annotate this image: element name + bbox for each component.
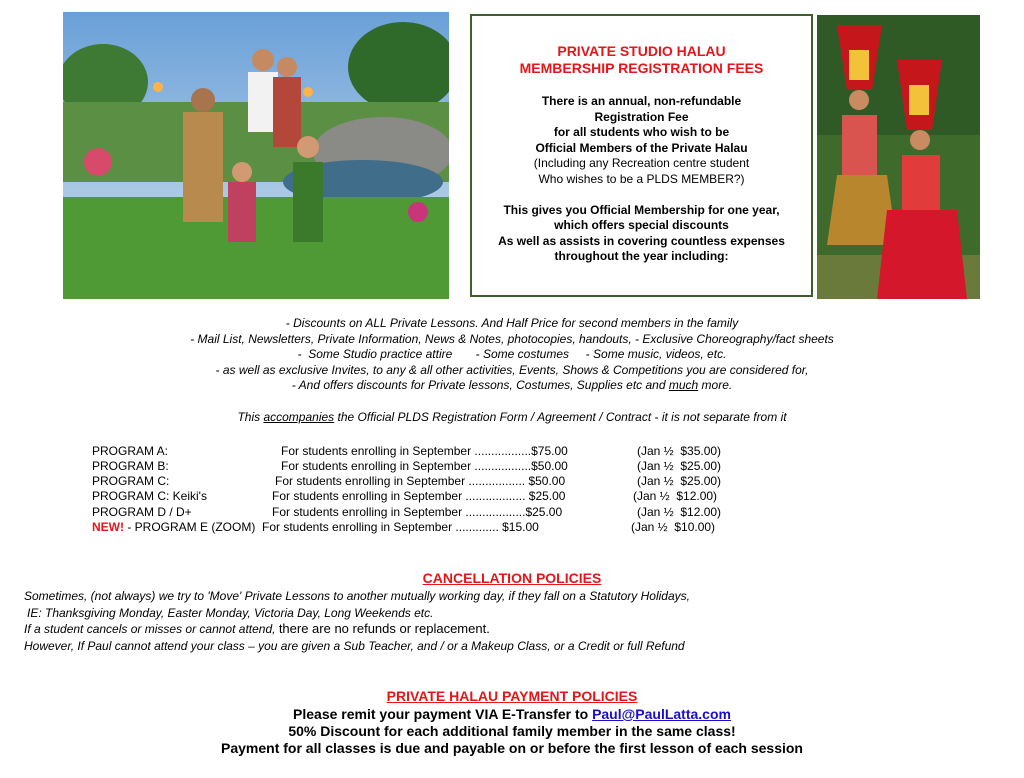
membership-fee-box <box>470 14 813 297</box>
program-name: PROGRAM C: <box>92 474 170 488</box>
dancers-photo <box>817 15 980 299</box>
benefit-line: - Some Studio practice attire - Some costumes - Some music, videos, etc. <box>297 347 727 361</box>
fee-text: which offers special discounts <box>554 218 729 233</box>
cancellation-text <box>24 588 924 654</box>
fee-text: Registration Fee <box>594 109 689 124</box>
note-underlined: accompanies <box>263 410 335 424</box>
fee-paragraph-1 <box>472 94 811 188</box>
cancel-line: Sometimes, (not always) we try to 'Move' Private Lessons to another mutually working day, if they fall on a Statutory Holidays, <box>24 589 690 603</box>
benefit-underlined: much <box>668 378 699 392</box>
payment-line: 50% Discount for each additional family member in the same class! <box>288 723 736 739</box>
fee-text: throughout the year including: <box>554 249 729 264</box>
fee-text: This gives you Official Membership for one year, <box>503 202 780 217</box>
fee-title-line1: PRIVATE STUDIO HALAU <box>557 43 726 59</box>
program-desc: For students enrolling in September ................. $50.00 <box>275 474 566 488</box>
note-text: This <box>237 410 264 424</box>
program-desc: For students enrolling in September ..................$25.00 <box>272 505 563 519</box>
program-jan: (Jan ½ $25.00) <box>637 459 722 473</box>
benefit-text: - And offers discounts for Private lessons, Costumes, Supplies etc and <box>291 378 669 392</box>
family-photo <box>63 12 449 299</box>
benefit-text: more. <box>698 378 733 392</box>
program-desc: For students enrolling in September .................. $25.00 <box>272 489 566 503</box>
fee-text: There is an annual, non-refundable <box>541 94 742 108</box>
program-name: PROGRAM B: <box>92 459 169 473</box>
payment-text <box>0 706 1024 757</box>
payment-line <box>0 706 1024 723</box>
accompanies-note <box>0 410 1024 424</box>
program-name: PROGRAM C: Keiki's <box>92 489 207 503</box>
fee-text: As well as assists in covering countless expenses <box>498 233 785 248</box>
program-jan: (Jan ½ $10.00) <box>631 520 716 534</box>
cancel-line: However, If Paul cannot attend your class – you are given a Sub Teacher, and / or a Makeup Class, or a Credit or full Refund <box>24 638 685 653</box>
program-name: PROGRAM D / D+ <box>92 505 192 519</box>
benefit-line: - as well as exclusive Invites, to any & all other activities, Events, Shows & Competitions you are considered for, <box>215 362 809 377</box>
benefit-line <box>0 378 1024 394</box>
program-jan: (Jan ½ $25.00) <box>637 474 722 488</box>
program-jan: (Jan ½ $12.00) <box>637 505 722 519</box>
fee-text: Who wishes to be a PLDS MEMBER?) <box>538 171 745 186</box>
program-jan: (Jan ½ $12.00) <box>633 489 718 503</box>
fee-title-line2: MEMBERSHIP REGISTRATION FEES <box>519 60 764 76</box>
payment-line: Payment for all classes is due and payable on or before the first lesson of each session <box>221 740 803 756</box>
payment-text-part: Please remit your payment VIA E-Transfer to <box>293 706 593 722</box>
fee-paragraph-2 <box>472 203 811 265</box>
fee-text: Official Members of the Private Halau <box>535 140 748 155</box>
payment-title: PRIVATE HALAU PAYMENT POLICIES <box>386 688 638 704</box>
program-desc: For students enrolling in September .................$75.00 <box>281 444 568 458</box>
cancellation-title: CANCELLATION POLICIES <box>422 570 602 586</box>
program-name: - PROGRAM E (ZOOM) For students enrolling in September ............. $15.00 <box>124 520 539 534</box>
fee-text: (Including any Recreation centre student <box>533 156 750 171</box>
email-link[interactable]: Paul@PaulLatta.com <box>592 706 731 722</box>
benefit-line: - Discounts on ALL Private Lessons. And Half Price for second members in the family <box>285 316 739 330</box>
cancel-line <box>24 621 924 638</box>
note-text: the Official PLDS Registration Form / Agreement / Contract - it is not separate from it <box>334 410 787 424</box>
program-row-new <box>92 520 539 535</box>
cancel-text: there are no refunds or replacement. <box>278 621 490 636</box>
new-badge: NEW! <box>92 520 124 534</box>
cancel-line: IE: Thanksgiving Monday, Easter Monday, Victoria Day, Long Weekends etc. <box>27 605 434 620</box>
program-jan: (Jan ½ $35.00) <box>637 444 722 458</box>
fee-text: for all students who wish to be <box>553 125 730 140</box>
membership-benefits-list <box>0 316 1024 394</box>
benefit-line: - Mail List, Newsletters, Private Information, News & Notes, photocopies, handouts, - Exclusive Choreography/fact sheets <box>190 331 834 346</box>
cancel-text: If a student cancels or misses or cannot attend, <box>24 622 279 636</box>
program-name: PROGRAM A: <box>92 444 169 458</box>
program-desc: For students enrolling in September .................$50.00 <box>281 459 568 473</box>
